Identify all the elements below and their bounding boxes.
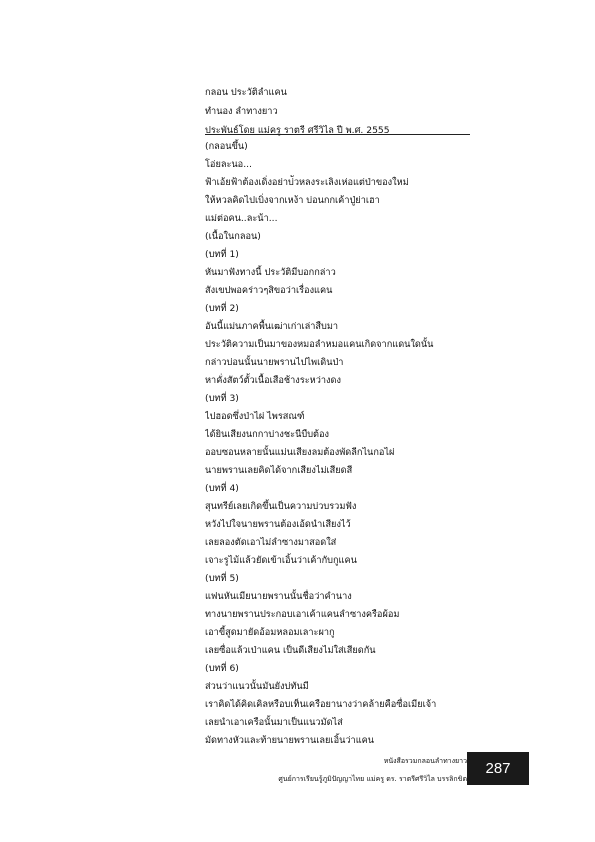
poem-line: ได้ยินเสียงนกกาบ่างชะนีบืบต้อง [205, 429, 329, 440]
poem-line: ออบซอนหลายนั้นแม่นเสียงลมต้องพัดลีกไนกอไผ่ [205, 447, 395, 458]
poem-line: กล่าวบ่อนนั้นนายพรานไปไพเดินป่า [205, 357, 344, 368]
poem-line: เจาะรูไม้แล้วยัดเข้าเอิ้นว่าเค้ากับกูแคน [205, 555, 357, 566]
poem-line: เลยซื่อแล้วเป่าแคน เป็นดีเสียงไม่ใส่เสียดกัน [205, 645, 376, 656]
poem-melody: ทำนอง ลำทางยาว [205, 106, 278, 117]
poem-line: เราคิดได้คิดเคิลหรือบเท็นเครือยานางว่าคล้ายคือซื่อเมียเจ้า [205, 699, 437, 710]
poem-line: อันนี้แม่นภาคพื้นเฒ่าเก่าเล่าสืบมา [205, 321, 339, 332]
poem-line: แฟนหันเมียนายพรานนั้นชื่อว่าคำนาง [205, 591, 352, 602]
poem-line: (บทที่ 2) [205, 303, 239, 314]
poem-line: (บทที่ 5) [205, 573, 239, 584]
footer-center-name: ศูนย์การเรียนรู้ภูมิปัญญาไทย แม่ครู ดร. ราตรีศรีวิไล บรรลิกขิต [278, 775, 467, 783]
poem-header [205, 83, 470, 140]
poem-line: (เนื้อในกลอน) [205, 231, 261, 242]
poem-line: ทางนายพรานประกอบเอาเค้าแคนลำซางครือผ้อม [205, 609, 400, 620]
poem-body [205, 138, 470, 750]
poem-line: (กลอนขึ้น) [205, 141, 248, 152]
poem-line: สังเขปพอคร่าวๆสิขอว่าเรื่องแคน [205, 285, 333, 296]
poem-line: ประวัติความเป็นมาของหมอลำหมอแคนเกิดจากแดนใดนั้น [205, 339, 434, 350]
header-divider [205, 134, 470, 135]
poem-line: ส่วนว่าแนวนั้นมันยังบ่ทันมี [205, 681, 309, 692]
poem-line: หวังไปใจนายพรานต้องเอ้ดนำเสียงไว้ [205, 519, 351, 530]
poem-line: แม่ต่อคน..ละน้า... [205, 213, 278, 224]
footer-book-title: หนังสือรวมกลอนลำทางยาว [383, 757, 467, 765]
poem-line: ไปฮอดซึ่งป่าไผ่ ไพรสณฑ์ [205, 411, 305, 422]
poem-line: มัดทางหัวและท้ายนายพรานเลยเอิ้นว่าแคน [205, 735, 375, 746]
poem-line: หาคั่งสัตว์ตั้วเนื้อเสือช้างระหว่างดง [205, 375, 341, 386]
poem-line: เอาขี้สูดมายัดอ้อมหลอมเลาะผากู [205, 627, 335, 638]
poem-line: ฟ้าเอ้ยฟ้าต้องเดิ่งอย่าบ่ัวหลงระเลิงเห่อแต่ป่าของใหม่ [205, 177, 409, 188]
poem-line: (บทที่ 3) [205, 393, 239, 404]
poem-line: เลยลองตัดเอาไม่ลำซางมาสอดใส่ [205, 537, 337, 548]
poem-line: (บทที่ 1) [205, 249, 239, 260]
poem-line: นายพรานเลยคิดได้จากเสียงไม่เสียดสี [205, 465, 353, 476]
poem-title: กลอน ประวัติลำแคน [205, 87, 287, 98]
page-number-box [467, 752, 529, 785]
poem-line: ให้หวลคิดไปเบิ่งจากเหง้า บ่อนกกเค้าปู่ย่าเฮา [205, 195, 380, 206]
poem-line: เลยนำเอาเครือนั้นมาเป็นแนวมัดไส่ [205, 717, 343, 728]
poem-line: โอ่ยละนอ... [205, 159, 252, 170]
poem-line: (บทที่ 4) [205, 483, 239, 494]
poem-author: ประพันธ์โดย แม่ครู ราตรี ศรีวิไล ปี พ.ศ. 2555 [205, 125, 390, 136]
poem-line: สุนทรีย์เลยเกิดขึ้นเป็นความบ่วบรวมฟัง [205, 501, 357, 512]
page-number: 287 [485, 760, 511, 777]
footer-credits [278, 752, 467, 788]
poem-line: (บทที่ 6) [205, 663, 239, 674]
poem-line: หันมาฟังทางนี้ ประวัติมีบอกกล่าว [205, 267, 336, 278]
